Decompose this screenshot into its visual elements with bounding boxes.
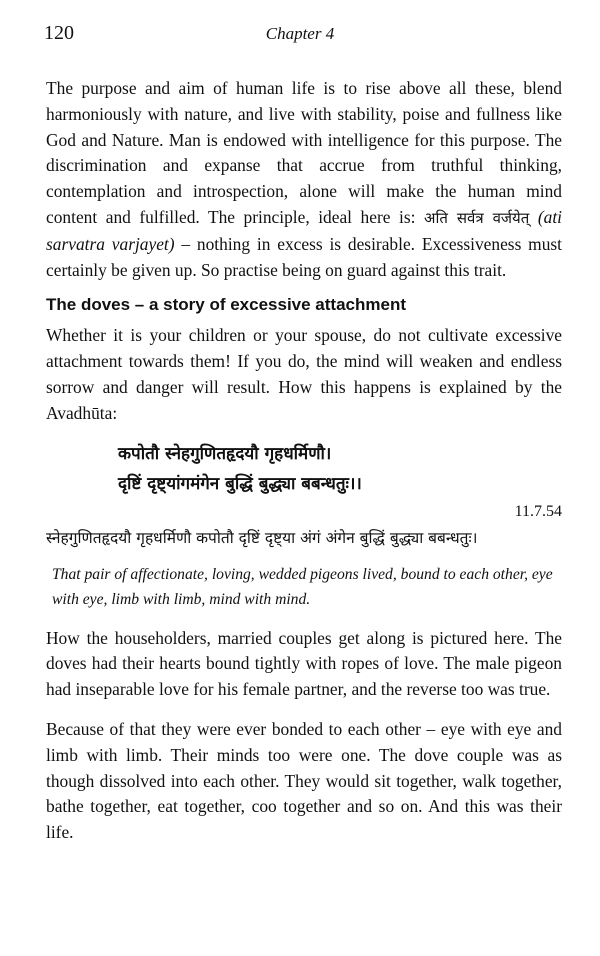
paragraph-purpose-continuation: – nothing in excess is desirable. Excessiveness must certainly be given up. So practise being on guard against this trait. <box>46 233 562 280</box>
page-number: 120 <box>44 22 74 44</box>
page-body <box>46 76 562 846</box>
paragraph-purpose-text: The purpose and aim of human life is to rise above all these, blend harmoniously with nature, and live with stability, poise and fullness like God and Nature. Man is endowed with intelligence for this purpose. The discrimination and expanse that accrue from truthful thinking, contemplation and introspection, alone will make the human mind content and fulfilled. The principle, ideal here is: <box>46 78 562 227</box>
verse-word-meaning: स्नेहगुणितहृदयौ गृहधर्मिणौ कपोतौ दृष्टिं दृष्ट्या अंगं अंगेन बुद्धिं बुद्ध्या बबन्धतुः। <box>46 528 478 547</box>
running-head: Chapter 4 <box>265 24 335 43</box>
page-header <box>44 22 556 52</box>
verse-line-1: कपोतौ स्नेहगुणितहृदयौ गृहधर्मिणौ। <box>118 443 332 464</box>
sanskrit-maxim: अति सर्वत्र वर्जयेत् <box>424 208 530 227</box>
verse-line-2: दृष्टिं दृष्ट्यांगमंगेन बुद्धिं बुद्ध्या बबन्धतुः।। <box>118 473 362 494</box>
section-heading: The doves – a story of excessive attachment <box>46 295 406 315</box>
verse-translation: That pair of affectionate, loving, wedded pigeons lived, bound to each other, eye with eye, limb with limb, mind with mind. <box>52 565 553 608</box>
paragraph-purpose <box>46 76 562 283</box>
paragraph-attachment: Whether it is your children or your spouse, do not cultivate excessive attachment towards them! If you do, the mind will weaken and endless sorrow and danger will result. How this happens is explained by the Avadhūta: <box>46 325 562 423</box>
sanskrit-transliteration: (ati sarvatra varjayet) <box>46 206 562 254</box>
paragraph-dove-couple: Because of that they were ever bonded to each other – eye with eye and limb with limb. Their minds too were one. The dove couple was as though dissolved into each other. They would sit together, walk together, bathe together, eat together, coo together and so on. And this was their life. <box>46 718 562 843</box>
sanskrit-verse <box>118 439 562 499</box>
paragraph-householders: How the householders, married couples get along is pictured here. The doves had their hearts bound tightly with ropes of love. The male pigeon had inseparable love for his female partner, and the reverse too was true. <box>46 627 562 700</box>
verse-reference: 11.7.54 <box>514 502 562 520</box>
